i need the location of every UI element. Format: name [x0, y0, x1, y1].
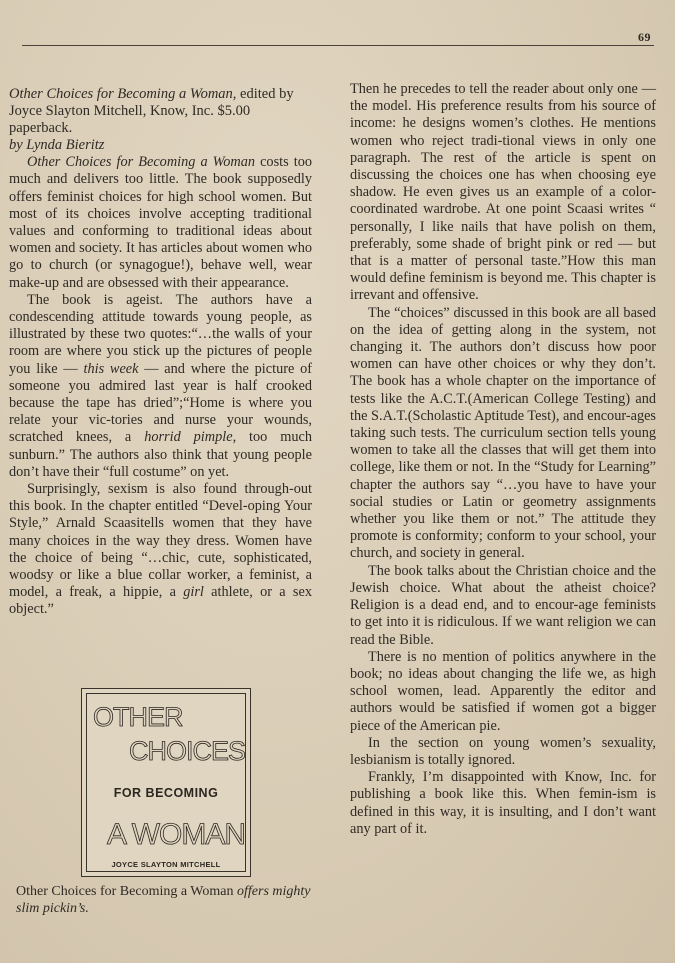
header-rule	[22, 45, 654, 46]
book-cover-image	[81, 688, 251, 877]
right-paragraph-5: In the section on young women’s sexuality, lesbianism is totally ignored.	[350, 734, 656, 768]
byline: by Lynda Bieritz	[9, 137, 105, 153]
book-title: Other Choices for Becoming a Woman	[9, 86, 233, 102]
right-paragraph-1: Then he precedes to tell the reader about only one — the model. His preference results from his source of income: he designs women’s clothes. He mentions women who reject tradi-tional views in only one paragraph. The rest of the article is spent on discussing the choices one has when choosing eye shadow. He even gives us an example of a color-coordinated wardrobe. At one point Scaasi writes “ personally, I like nails that have polish on them, preferably, some shade of bright pink or red — but that is a matter of personal taste.”How this man would define feminism is beyond me. This chapter is irrevant and offensive.	[350, 81, 656, 304]
cover-title-choices: CHOICES	[129, 736, 246, 766]
paragraph-3-part-b: athlete, or a sex object.”	[9, 584, 312, 618]
paragraph-2-part-a: The book is ageist. The authors have a condescending attitude towards young people, as illustrated by these two quotes:“…the walls of your room are where you stick up the pictures of people you like —	[9, 291, 312, 377]
right-column	[350, 81, 656, 838]
paragraph-1	[9, 154, 312, 292]
paragraph-3-part-a: Surprisingly, sexism is also found through-out this book. In the chapter entitled “Devel-oping Your Style,” Arnald Scaasitells women that they have many choices in the way they dress. Women have the choice of being “…chic, cute, sophisticated, woodsy or like a blue collar worker, a feminist, a model, a freak, a hippie, a	[9, 481, 312, 601]
paragraph-2-part-b: — and where the picture of someone you admired last year is half crooked because the tape has dried”;“Home is where you relate your vic-tories and nurse your wounds, scratched knees, a	[9, 360, 312, 446]
book-info	[9, 86, 312, 137]
book-title-inline: Other Choices for Becoming a Woman	[27, 154, 256, 171]
paragraph-2-italic-1: this week	[83, 360, 139, 377]
book-cover-frame	[86, 693, 246, 872]
left-column	[9, 86, 312, 619]
paragraph-3-italic: girl	[183, 584, 204, 601]
right-paragraph-6: Frankly, I’m disappointed with Know, Inc. for publishing a book like this. When femin-ism is defined in this way, it is insulting, and I don’t want any part of it.	[350, 769, 656, 837]
paragraph-2-part-c: , too much sunburn.” The authors also think that young people don’t have their “full costume” on yet.	[9, 429, 312, 480]
right-paragraph-3: The book talks about the Christian choice and the Jewish choice. What about the atheist choice? Religion is a dead end, and to encour-age feminists to get into it is ridiculous. If we want religion we can read the Bible.	[350, 562, 656, 648]
paragraph-2-italic-2: horrid pimple	[144, 429, 233, 446]
paragraph-1-text: costs too much and delivers too little. The book supposedly offers feminist choices for high school women. But most of its choices involve accepting traditional values and conforming to traditional ideas about women and society. It has articles about women who go to church (or synagogue!), behave well, wear make-up and are obsessed with their appearance.	[9, 154, 312, 291]
caption-text: offers mighty slim pickin’s.	[16, 884, 311, 916]
page-number: 69	[638, 30, 651, 44]
cover-title-a-woman: A WOMAN	[107, 818, 246, 851]
right-paragraph-4: There is no mention of politics anywhere in the book; no ideas about changing the life we, as high school women, lead. Apparently the editor and authors would be satisfied if women got a bigger piece of the American pie.	[350, 648, 656, 734]
cover-title-other: OTHER	[93, 702, 183, 732]
book-details: , edited by Joyce Slayton Mitchell, Know, Inc. $5.00 paperback.	[9, 86, 294, 136]
cover-author: JOYCE SLAYTON MITCHELL	[111, 860, 221, 869]
image-caption	[16, 883, 316, 917]
cover-title-for-becoming: FOR BECOMING	[113, 786, 219, 800]
right-paragraph-2: The “choices” discussed in this book are all based on the idea of getting along in the system, not changing it. The authors don’t discuss how poor women can have other choices or why they don’t. The book has a whole chapter on the importance of tests like the A.C.T.(American College Testing) and the S.A.T.(Scholastic Aptitude Test), and encour-ages taking such tests. The curriculum section tells young women to take all the classes that will get them into college, like them or not. In the “Study for Learning” chapter the authors say “…you have to have your social studies or Latin or geometry assignments whether you like them or not.” The attitude they promote is conformity; conform to your school, your church, and society in general.	[350, 304, 656, 562]
paragraph-2	[9, 292, 312, 481]
paragraph-3	[9, 481, 312, 619]
caption-title: Other Choices for Becoming a Woman	[16, 884, 234, 899]
